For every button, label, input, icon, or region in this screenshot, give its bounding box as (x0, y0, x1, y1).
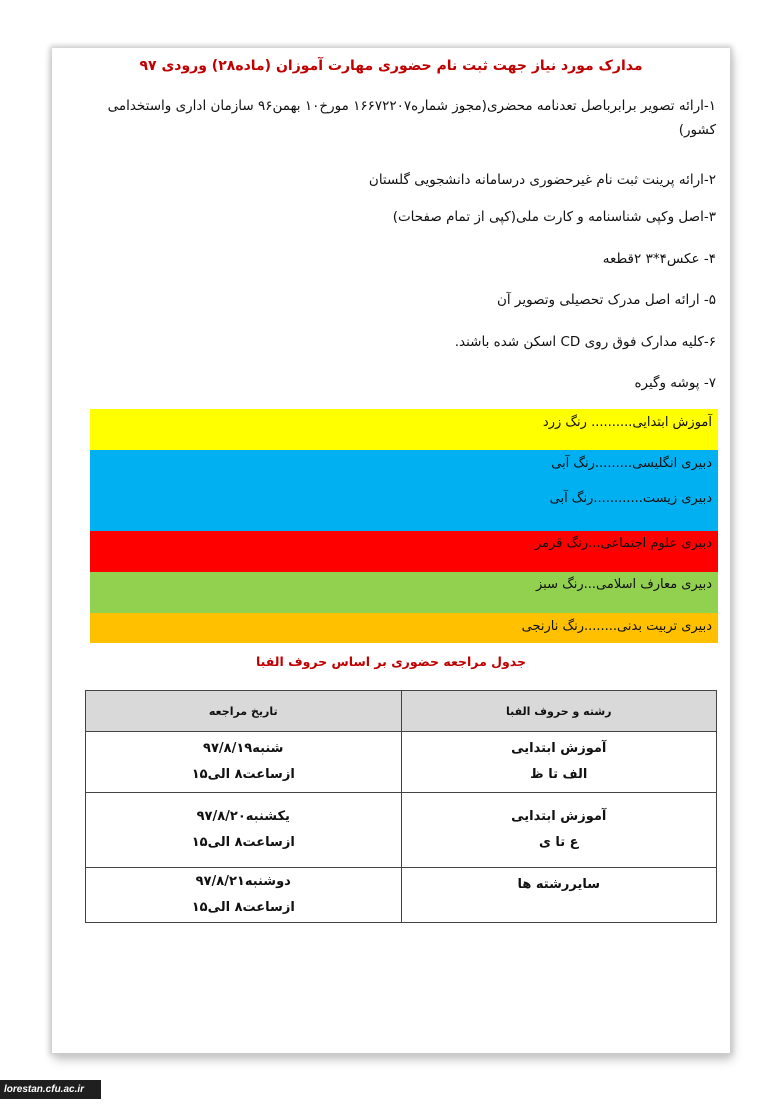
visit-date: شنبه۹۷/۸/۱۹ (203, 741, 284, 756)
visit-date: دوشنبه۹۷/۸/۲۱ (195, 874, 291, 889)
document-title: مدارک مورد نیاز جهت ثبت نام حضوری مهارت آموزان (ماده۲۸) ورودی ۹۷ (139, 58, 643, 74)
letter-range: الف تا ظ (530, 767, 588, 782)
table-cell-date (86, 868, 402, 923)
table-header-field: رشته و حروف الفبا (401, 691, 717, 732)
visit-hours: ازساعت۸ الی۱۵ (191, 767, 295, 782)
field-name: آموزش ابتدایی (511, 741, 607, 756)
color-band-english-biology (90, 450, 718, 531)
table-row (86, 868, 717, 923)
color-band-label: دبیری زیست............رنگ آبی (549, 491, 712, 506)
table-row (86, 793, 717, 868)
color-band-social-sciences (90, 531, 718, 572)
color-band-label: دبیری معارف اسلامی...رنگ سبز (535, 577, 712, 592)
document-item-4: ۴- عکس۴*۳ ۲قطعه (602, 251, 716, 267)
color-band-label: دبیری انگلیسی.........رنگ آبی (551, 456, 712, 471)
schedule-table (85, 690, 717, 923)
schedule-table-title: جدول مراجعه حضوری بر اساس حروف الفبا (255, 654, 527, 669)
table-cell-field (401, 868, 717, 923)
field-name: آموزش ابتدایی (511, 809, 607, 824)
site-watermark-badge: lorestan.cfu.ac.ir (0, 1080, 101, 1099)
table-cell-field (401, 793, 717, 868)
letter-range: ع تا ی (538, 835, 579, 850)
color-band-label: دبیری تربیت بدنی........رنگ نارنجی (521, 619, 712, 634)
color-band-label: دبیری علوم اجتماعی...رنگ قرمز (535, 536, 712, 551)
document-item-6: ۶-کلیه مدارک فوق روی CD اسکن شده باشند. (454, 334, 716, 350)
color-band-physical-education (90, 613, 718, 643)
table-cell-date (86, 793, 402, 868)
color-band-label: آموزش ابتدایی.......... رنگ زرد (542, 415, 712, 430)
document-item-7: ۷- پوشه وگیره (634, 375, 716, 391)
table-row (86, 732, 717, 793)
document-item-5: ۵- ارائه اصل مدرک تحصیلی وتصویر آن (496, 292, 716, 308)
table-header-date: تاریخ مراجعه (86, 691, 402, 732)
document-item-3: ۳-اصل وکپی شناسنامه و کارت ملی(کپی از تمام صفحات) (392, 209, 716, 225)
visit-hours: ازساعت۸ الی۱۵ (191, 900, 295, 915)
document-page (52, 48, 730, 1053)
visit-date: یکشنبه۹۷/۸/۲۰ (196, 809, 290, 824)
document-item-2: ۲-ارائه پرینت ثبت نام غیرحضوری درسامانه دانشجویی گلستان (368, 172, 716, 188)
table-header-row (86, 691, 717, 732)
document-item-1: ۱-ارائه تصویر برابرباصل تعدنامه محضری(مجوز شماره۱۶۶۷۲۲۰۷ مورخ۱۰ بهمن۹۶ سازمان اداری واستخدامی کشور) (107, 98, 716, 138)
visit-hours: ازساعت۸ الی۱۵ (191, 835, 295, 850)
color-band-islamic-studies (90, 572, 718, 613)
table-cell-field (401, 732, 717, 793)
field-name: سایررشته ها (517, 877, 600, 892)
color-band-elementary (90, 409, 718, 450)
table-cell-date (86, 732, 402, 793)
